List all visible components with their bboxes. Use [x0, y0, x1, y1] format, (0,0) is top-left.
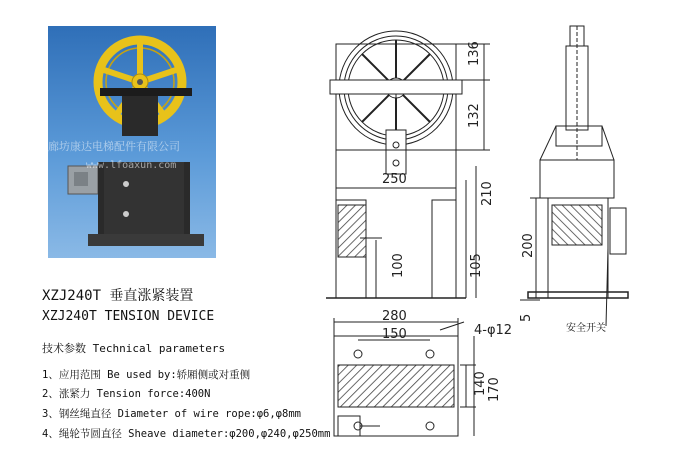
front-right-leg: [432, 200, 456, 298]
param-item: 4、绳轮节圆直径 Sheave diameter:φ200,φ240,φ250mm: [42, 428, 331, 440]
dim-front-width: 250: [382, 172, 407, 187]
side-base: [528, 292, 628, 298]
front-view: [326, 31, 490, 298]
dim-plan-outer-height: 170: [487, 377, 502, 402]
front-switch: [338, 205, 366, 257]
dim-front-top-height: 136: [467, 41, 482, 66]
label-safety-switch: 安全开关: [566, 323, 606, 334]
side-view: [520, 26, 628, 326]
param-item: 2、涨紧力 Tension force:400N: [42, 388, 211, 400]
front-axle-bar: [330, 80, 462, 94]
dim-plan-inner-height: 140: [473, 371, 488, 396]
photo-watermark-url: www.lfoaxun.com: [86, 160, 177, 171]
dim-front-low-right: 210: [480, 181, 495, 206]
param-item: 1、应用范围 Be used by:轿厢侧或对重侧: [42, 369, 251, 381]
product-title-cn: XZJ240T 垂直涨紧装置: [42, 288, 194, 304]
dim-front-mid-height: 132: [467, 103, 482, 128]
dim-plan-width: 280: [382, 309, 407, 324]
dim-plan-holes: 4-φ12: [474, 323, 513, 338]
front-hanger: [386, 130, 406, 174]
params-heading: 技术参数 Technical parameters: [42, 342, 226, 355]
param-item: 3、钢丝绳直径 Diameter of wire rope:φ6,φ8mm: [42, 408, 301, 420]
dim-front-right-base: 105: [469, 253, 484, 278]
dim-side-base: 5: [519, 313, 534, 322]
dim-side-height: 200: [521, 233, 536, 258]
product-title-en: XZJ240T TENSION DEVICE: [42, 309, 215, 324]
photo-watermark-cn: 廊坊康达电梯配件有限公司: [48, 140, 180, 153]
dim-front-left-base: 100: [391, 253, 406, 278]
dim-plan-hole-spacing: 150: [382, 327, 407, 342]
